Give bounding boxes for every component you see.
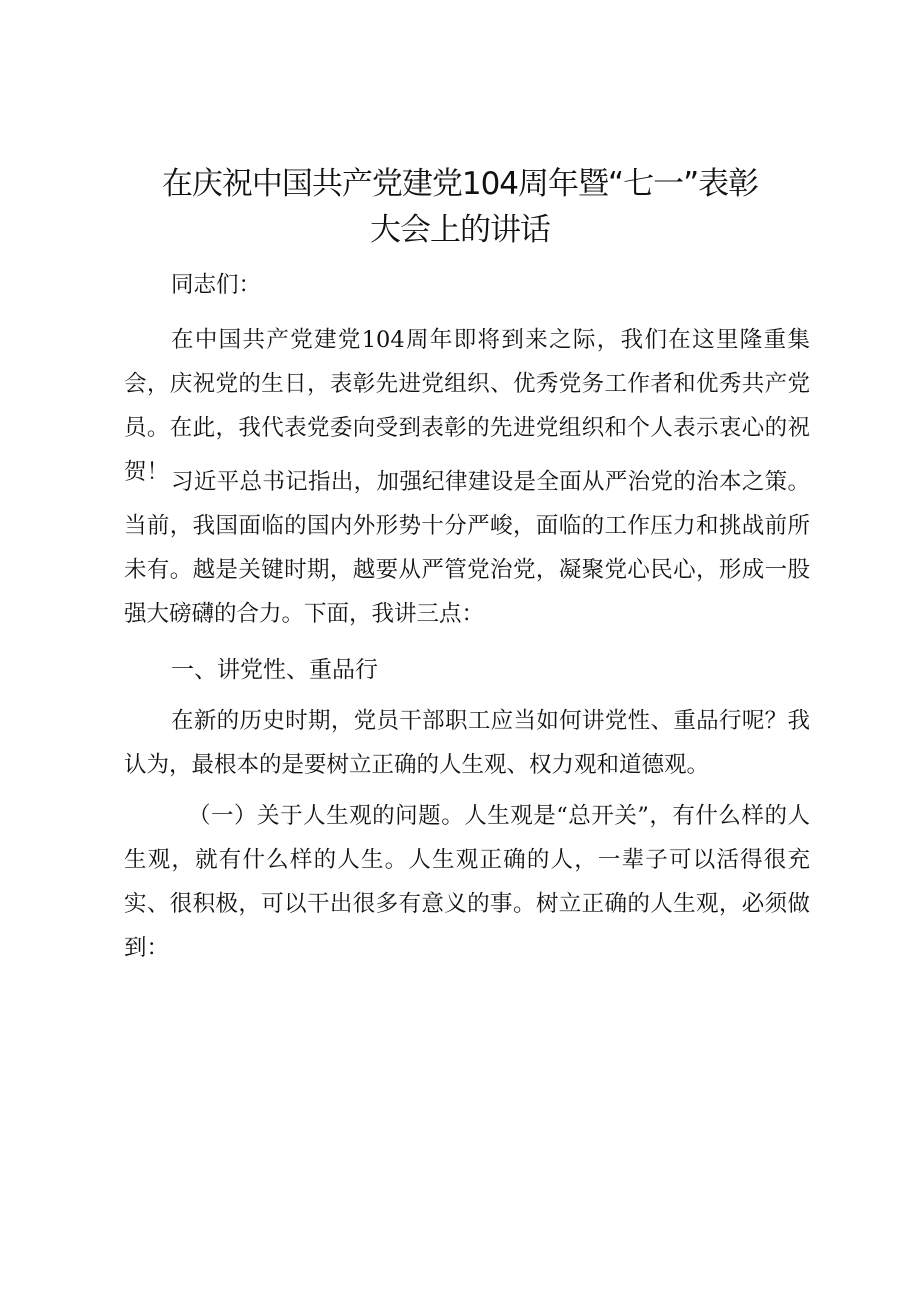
paragraph-context: 习近平总书记指出，加强纪律建设是全面从严治党的治本之策。当前，我国面临的国内外形势十分严峻，面临的工作压力和挑战前所未有。越是关键时期，越要从严管党治党，凝聚党心民心，形成一股强大磅礴的合力。下面，我讲三点： (124, 469, 810, 627)
paragraph-opening: 在中国共产党建党104周年即将到来之际，我们在这里隆重集会，庆祝党的生日，表彰先进党组织、优秀党务工作者和优秀共产党员。在此，我代表党委向受到表彰的先进党组织和个人表示衷心的祝贺！ (124, 327, 810, 485)
document-title-line-2: 大会上的讲话 (370, 212, 550, 248)
document-title-line-1: 在庆祝中国共产党建党104周年暨“七一”表彰 (161, 166, 759, 202)
section-heading: 一、讲党性、重品行 (171, 657, 378, 683)
paragraph-section-intro: 在新的历史时期，党员干部职工应当如何讲党性、重品行呢？我认为，最根本的是要树立正确的人生观、权力观和道德观。 (124, 708, 810, 778)
salutation: 同志们： (171, 272, 262, 298)
paragraph-subsection-one: （一）关于人生观的问题。人生观是“总开关”，有什么样的人生观，就有什么样的人生。人生观正确的人，一辈子可以活得很充实、很积极，可以干出很多有意义的事。树立正确的人生观，必须做到： (124, 803, 810, 961)
